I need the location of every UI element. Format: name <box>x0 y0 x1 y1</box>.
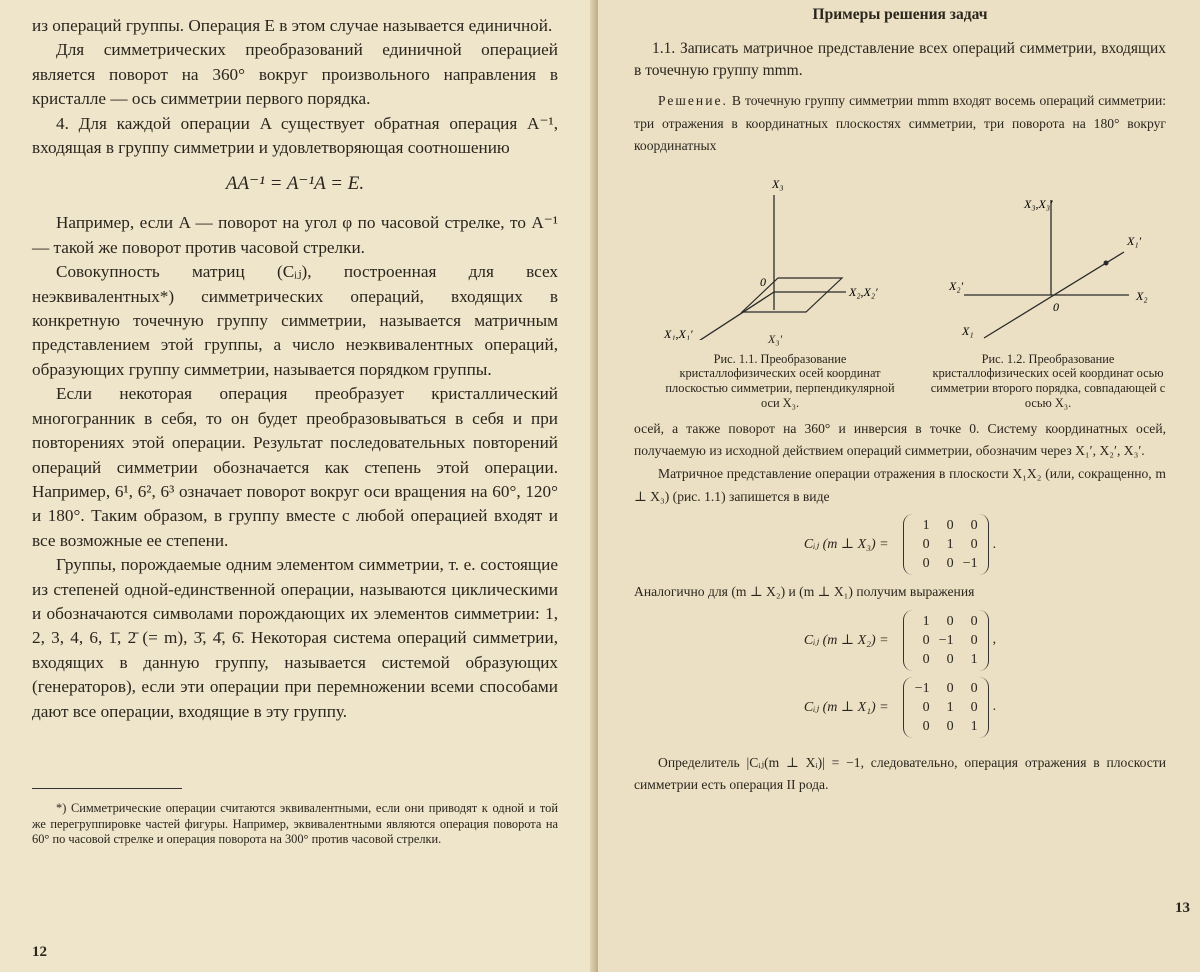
footnote-rule <box>32 788 182 789</box>
matrix-cell: 0 <box>922 718 930 734</box>
paragraph: Матричное представление операции отражения в плоскости X₁X₂ (или, сокращенно, m ⊥ X₃) (рис. 1.1) запишется в виде <box>634 465 1166 504</box>
matrix-cell: 1 <box>970 718 978 734</box>
figure-1-caption: Рис. 1.1. Преобразование кристаллофизических осей координат плоскостью симметрии, перпендикулярной оси X₃. <box>665 351 895 410</box>
fig1-label: X₁,X₁′ <box>664 326 693 340</box>
paragraph: 4. Для каждой операции A существует обратная операция A⁻¹, входящая в группу симметрии и удовлетворяющая соотношению <box>32 113 558 158</box>
page-number: 13 <box>1175 900 1190 916</box>
fig2-label: X₁ <box>962 323 974 338</box>
matrix-cell: 0 <box>922 556 930 572</box>
fig2-label: 0 <box>1053 299 1059 314</box>
paragraph: Аналогично для (m ⊥ X₂) и (m ⊥ X₁) получим выражения <box>634 584 975 600</box>
matrix-lhs: Cᵢⱼ (m ⊥ X₂) = <box>803 632 889 648</box>
figure-2-caption: Рис. 1.2. Преобразование кристаллофизических осей координат осью симметрии второго порядка, совпадающей с осью X₃. <box>930 351 1166 410</box>
right-page <box>598 0 1200 972</box>
figure-2-diagram <box>924 160 1174 340</box>
paragraph: Если некоторая операция преобразует кристаллический многогранник в себя, то он будет преобразовываться в себя и при повторениях этой операции. Результат последовательных повторений операций симметрии обозначается как степень этой операции. Например, 6¹, 6², 6³ означает поворот вокруг оси вращения на 60°, 120° и 180°. Таким образом, в группу вместе с любой операцией входят и все возможные ее степени. <box>32 384 558 550</box>
fig1-label: 0 <box>760 274 766 289</box>
matrix-m-x2 <box>634 610 1166 671</box>
matrix-cell: 0 <box>946 651 954 667</box>
matrix-lhs: Cᵢⱼ (m ⊥ X₁) = <box>803 699 889 715</box>
symmetry-plane <box>742 278 842 312</box>
paragraph: осей, а также поворот на 360° и инверсия в точке 0. Систему координатных осей, получаемую из исходной действием операций симметрии, обозначим через X₁′, X₂′, X₃′. <box>634 420 1166 459</box>
fig1-label-x3p: X₃′ <box>768 331 783 346</box>
footnote: *) Симметрические операции считаются эквивалентными, если они приводят к одной и той же перегруппировке частей фигуры. Например, эквивалентными являются операция поворота на 60° по часовой стрелке и операция поворота на 300° против часовой стрелки. <box>32 800 558 847</box>
matrix-cell: 0 <box>946 718 954 734</box>
matrix-cell: 0 <box>922 651 930 667</box>
matrix-body <box>903 677 989 738</box>
matrix-cell: 0 <box>922 699 930 715</box>
matrix-cell: 0 <box>946 680 954 696</box>
matrix-cell: −1 <box>914 680 930 696</box>
matrix-cell: 1 <box>946 699 954 715</box>
matrix-cell: 0 <box>970 518 978 534</box>
matrix-cell: 0 <box>970 680 978 696</box>
paragraph: Определитель |Cᵢⱼ(m ⊥ Xᵢ)| = −1, следовательно, операция отражения в плоскости симметрии есть операция II рода. <box>634 754 1166 793</box>
paragraph: Например, если A — поворот на угол φ по часовой стрелке, то A⁻¹ — такой же поворот против часовой стрелки. <box>32 213 558 257</box>
matrix-cell: 0 <box>946 556 954 572</box>
fig1-label: X₃ <box>772 176 784 191</box>
matrix-cell: 0 <box>946 518 954 534</box>
paragraph: Совокупность матриц (Cᵢⱼ), построенная для всех неэквивалентных*) симметрических операций, входящих в конкретную точечную группу симметрии, называется матричным представлением этой группы, а число неэквивалентных операций, образующих группу симметрии, называется порядком группы. <box>32 262 558 379</box>
axis-point <box>1104 260 1109 265</box>
matrix-cell: 0 <box>922 537 930 553</box>
solution-lead: Решение. <box>658 93 728 108</box>
matrix-cell: 0 <box>970 613 978 629</box>
matrix-body <box>903 514 989 575</box>
section-heading: Примеры решения задач <box>812 6 988 23</box>
matrix-tail: . <box>992 536 997 552</box>
matrix-lhs: Cᵢⱼ (m ⊥ X₃) = <box>803 537 889 553</box>
matrix-cell: 0 <box>970 537 978 553</box>
figures <box>634 160 1166 418</box>
matrix-tail: , <box>992 632 997 648</box>
paragraph: Для симметрических преобразований единичной операцией является поворот на 360° вокруг произвольного направления в кристалле — ось симметрии первого порядка. <box>32 40 558 109</box>
matrix-cell: 0 <box>970 632 978 648</box>
matrix-cell: 0 <box>970 699 978 715</box>
matrix-cell: 1 <box>922 613 930 629</box>
figure-1-diagram <box>634 160 899 340</box>
fig2-label: X₁′ <box>1127 233 1142 248</box>
solution-text: В точечную группу симметрии mmm входят восемь операций симметрии: три отражения в координатных плоскостях симметрии, три поворота на 180° вокруг координатных <box>634 93 1166 154</box>
matrix-cell: 1 <box>970 651 978 667</box>
page-number: 12 <box>32 944 47 960</box>
fig2-label: X₂ <box>1136 288 1148 303</box>
matrix-cell: −1 <box>938 632 954 648</box>
axis-x1-line <box>688 292 774 340</box>
fig1-label: X₂,X₂′ <box>849 284 878 299</box>
matrix-cell: 0 <box>922 632 930 648</box>
fig2-label: X₃,X₃′ <box>1024 196 1053 211</box>
matrix-cell: 0 <box>946 613 954 629</box>
matrix-cell: 1 <box>922 518 930 534</box>
matrix-cell: 1 <box>946 537 954 553</box>
solution-paragraph <box>634 90 1166 158</box>
left-page <box>0 0 598 972</box>
paragraph: из операций группы. Операция E в этом случае называется единичной. <box>32 16 553 35</box>
matrix-m-x1 <box>634 677 1166 738</box>
formula: AA⁻¹ = A⁻¹A = E. <box>225 173 365 195</box>
paragraph: Группы, порождаемые одним элементом симметрии, т. е. состоящие из степеней одной-единственной операции, называются циклическими и обозначаются символами порождающих их элементов симметрии: 1, 2, 3, 4, 6, 1̄, 2̄ (= m), 3̄, 4̄, 6̄. Некоторая система операций симметрии, входящих в данную группу, называется системой образующих (генераторов), если эти операции при перемножении всеми способами дают все операции, входящие в эту группу. <box>32 555 558 721</box>
task-statement: 1.1. Записать матричное представление всех операций симметрии, входящих в точечную группу mmm. <box>634 40 1166 79</box>
fig2-label: X₂′ <box>949 278 964 293</box>
matrix-tail: . <box>992 699 997 715</box>
matrix-m-x3 <box>634 514 1166 575</box>
matrix-cell: −1 <box>962 556 978 572</box>
matrix-body <box>903 610 989 671</box>
